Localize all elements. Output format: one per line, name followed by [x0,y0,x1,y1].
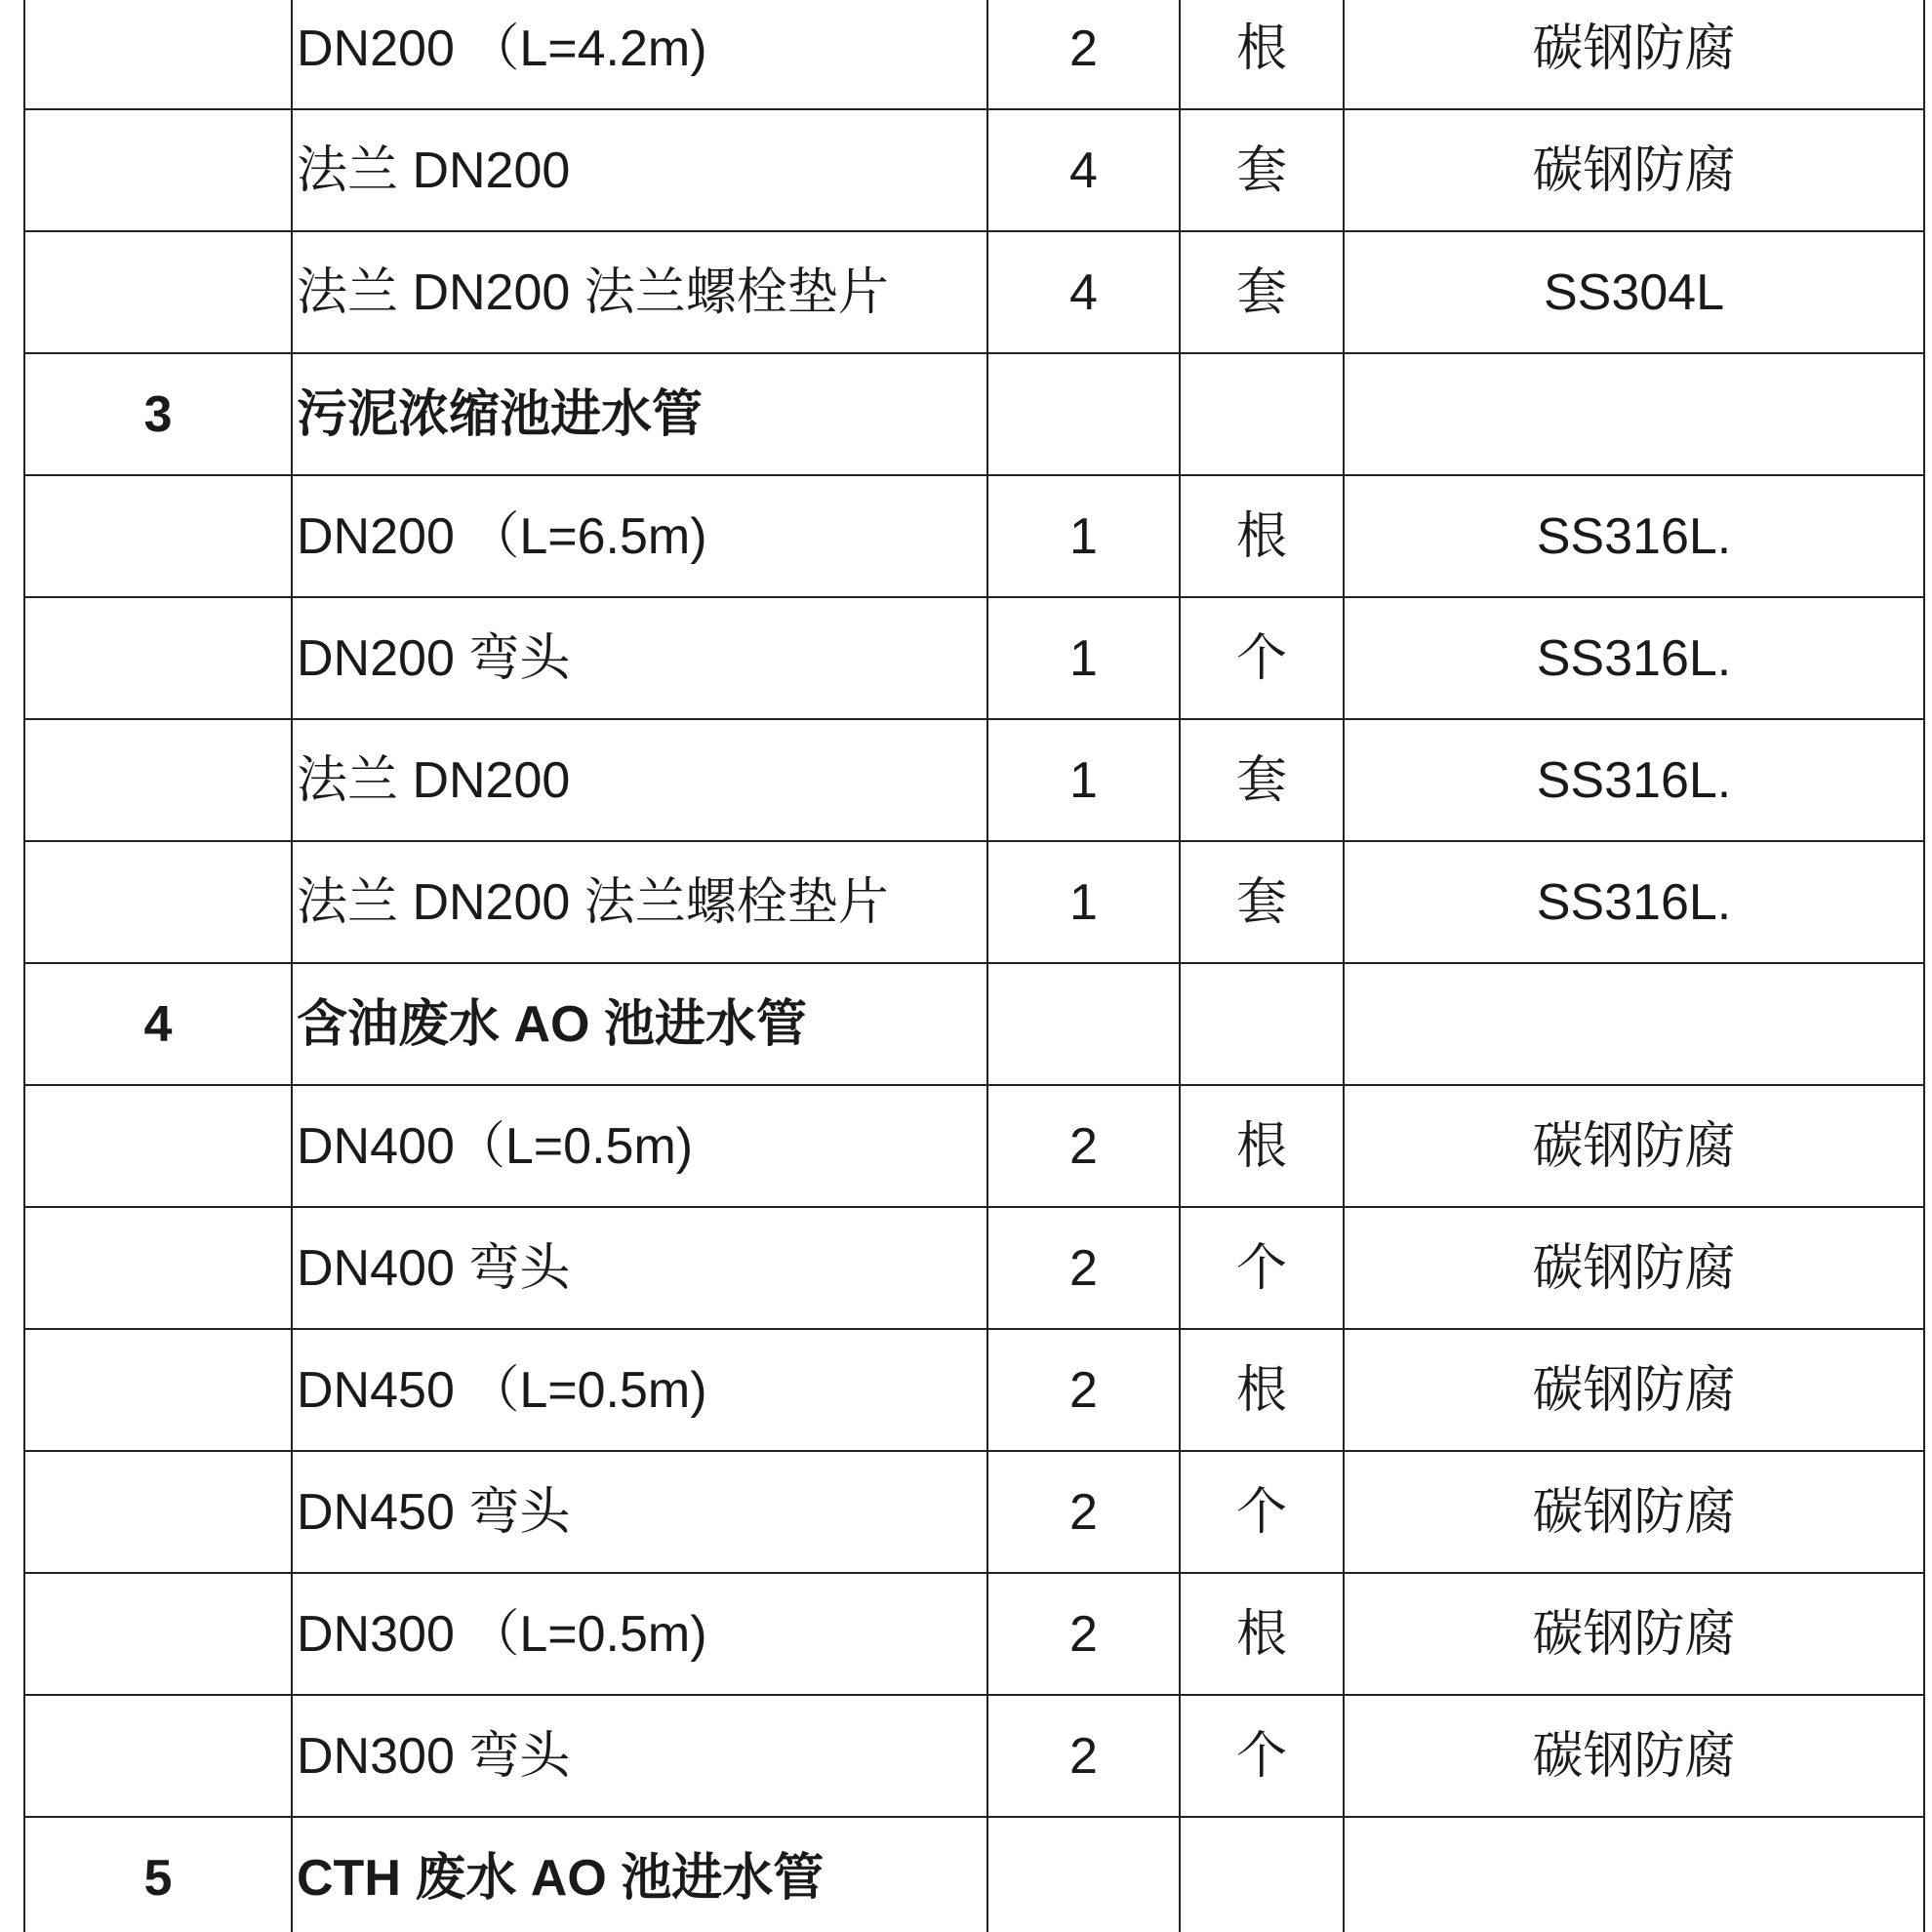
item-name-cell: 法兰 DN200 法兰螺栓垫片 [292,841,987,963]
unit-cell: 根 [1180,475,1344,597]
table-row [24,475,1924,597]
section-header-row [24,353,1924,475]
material-cell: 碳钢防腐 [1344,1085,1924,1207]
material-cell: 碳钢防腐 [1344,1695,1924,1817]
item-number-cell [24,109,292,231]
item-name-cell: DN400 弯头 [292,1207,987,1329]
unit-cell: 个 [1180,1695,1344,1817]
quantity-cell: 4 [987,109,1180,231]
unit-cell: 套 [1180,109,1344,231]
item-name-cell: 含油废水 AO 池进水管 [292,963,987,1085]
item-number-cell [24,231,292,353]
quantity-cell: 4 [987,231,1180,353]
item-name-cell: DN200 （L=4.2m) [292,0,987,109]
unit-cell: 套 [1180,841,1344,963]
quantity-cell [987,353,1180,475]
item-number-cell [24,1329,292,1451]
item-name-cell: DN450 弯头 [292,1451,987,1573]
item-number-cell [24,719,292,841]
unit-cell: 个 [1180,1207,1344,1329]
unit-cell [1180,963,1344,1085]
table-row [24,0,1924,109]
item-number-cell [24,1695,292,1817]
section-header-row [24,1817,1924,1932]
item-name-cell: 法兰 DN200 [292,109,987,231]
unit-cell: 套 [1180,231,1344,353]
table-row [24,719,1924,841]
unit-cell: 个 [1180,1451,1344,1573]
table-row [24,1451,1924,1573]
material-cell [1344,353,1924,475]
unit-cell [1180,1817,1344,1932]
material-cell: 碳钢防腐 [1344,1329,1924,1451]
table-row [24,597,1924,719]
unit-cell: 根 [1180,1085,1344,1207]
item-name-cell: 法兰 DN200 [292,719,987,841]
item-number-cell [24,597,292,719]
material-cell: SS304L [1344,231,1924,353]
material-cell: SS316L. [1344,841,1924,963]
unit-cell: 套 [1180,719,1344,841]
item-name-cell: DN450 （L=0.5m) [292,1329,987,1451]
item-number-cell [24,0,292,109]
quantity-cell: 2 [987,1695,1180,1817]
unit-cell [1180,353,1344,475]
item-name-cell: CTH 废水 AO 池进水管 [292,1817,987,1932]
quantity-cell [987,963,1180,1085]
item-number-cell [24,1451,292,1573]
material-cell: SS316L. [1344,597,1924,719]
unit-cell: 根 [1180,1573,1344,1695]
material-cell: SS316L. [1344,719,1924,841]
material-cell [1344,1817,1924,1932]
table-row [24,1695,1924,1817]
unit-cell: 根 [1180,0,1344,109]
item-number-cell: 3 [24,353,292,475]
table-row [24,109,1924,231]
material-cell: 碳钢防腐 [1344,109,1924,231]
quantity-cell: 2 [987,1329,1180,1451]
material-cell [1344,963,1924,1085]
materials-table [23,0,1925,1932]
quantity-cell: 2 [987,0,1180,109]
item-name-cell: 污泥浓缩池进水管 [292,353,987,475]
material-cell: 碳钢防腐 [1344,1451,1924,1573]
table-row [24,841,1924,963]
material-cell: SS316L. [1344,475,1924,597]
quantity-cell: 2 [987,1451,1180,1573]
material-cell: 碳钢防腐 [1344,1207,1924,1329]
item-number-cell: 5 [24,1817,292,1932]
quantity-cell: 1 [987,719,1180,841]
section-header-row [24,963,1924,1085]
materials-table-body [24,0,1924,1932]
quantity-cell: 1 [987,841,1180,963]
item-number-cell [24,1085,292,1207]
item-number-cell [24,1573,292,1695]
quantity-cell: 1 [987,475,1180,597]
table-row [24,1085,1924,1207]
item-number-cell [24,475,292,597]
table-row [24,231,1924,353]
item-name-cell: DN200 弯头 [292,597,987,719]
quantity-cell: 2 [987,1085,1180,1207]
table-row [24,1207,1924,1329]
item-number-cell: 4 [24,963,292,1085]
item-name-cell: DN400（L=0.5m) [292,1085,987,1207]
item-number-cell [24,841,292,963]
item-name-cell: DN300 （L=0.5m) [292,1573,987,1695]
quantity-cell: 1 [987,597,1180,719]
item-name-cell: DN200 （L=6.5m) [292,475,987,597]
table-row [24,1573,1924,1695]
table-row [24,1329,1924,1451]
item-number-cell [24,1207,292,1329]
item-name-cell: 法兰 DN200 法兰螺栓垫片 [292,231,987,353]
quantity-cell: 2 [987,1573,1180,1695]
quantity-cell: 2 [987,1207,1180,1329]
quantity-cell [987,1817,1180,1932]
unit-cell: 根 [1180,1329,1344,1451]
item-name-cell: DN300 弯头 [292,1695,987,1817]
material-cell: 碳钢防腐 [1344,0,1924,109]
unit-cell: 个 [1180,597,1344,719]
material-cell: 碳钢防腐 [1344,1573,1924,1695]
